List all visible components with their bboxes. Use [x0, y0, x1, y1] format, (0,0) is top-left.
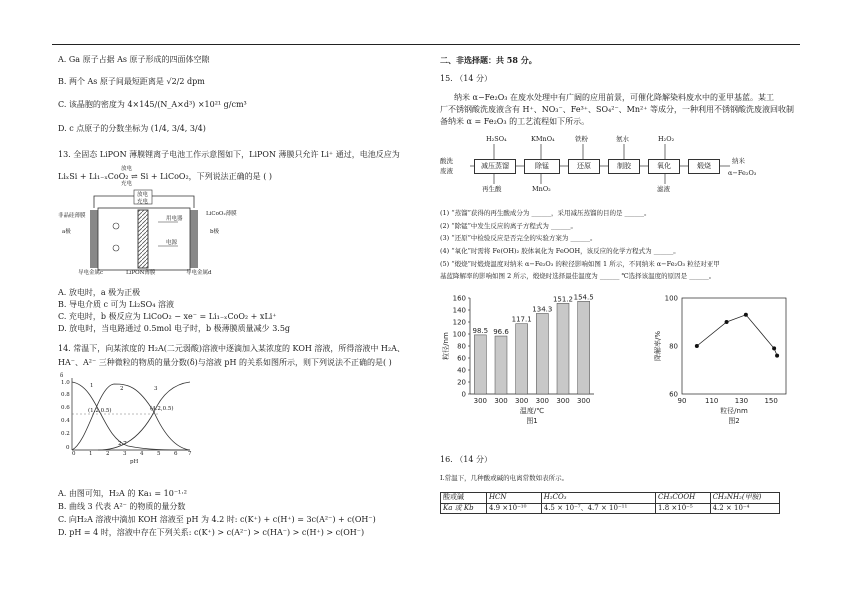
- value-cell: 1.8 ×10⁻⁵: [656, 503, 711, 514]
- q13-option-c: C. 充电时，b 极反应为 LiCoO₂ − xe⁻ = Li₁₋ₓCoO₂ + xLi⁺: [58, 312, 277, 321]
- q12-option-b: B. 两个 As 原子间最短距离是 √2/2 dpm: [58, 77, 205, 86]
- fig2-y-tick-label: 100: [664, 294, 678, 303]
- fig2-y-tick-label: 80: [669, 342, 678, 351]
- fig1-title: 图1: [526, 417, 538, 425]
- delta-y-tick-06: 0.6: [61, 405, 70, 411]
- point-label-27: 2.7: [118, 441, 127, 447]
- fig1-data-label: 98.5: [472, 326, 489, 335]
- value-cell: 4.9 ×10⁻¹⁰: [486, 503, 541, 514]
- delta-x-label: pH: [130, 459, 139, 465]
- row-label: Ka 或 Kb: [441, 503, 487, 514]
- battery-left-sub: a极: [62, 229, 71, 235]
- step-reduce: 还原: [568, 159, 600, 174]
- battery-switch-top: 放电: [137, 192, 149, 198]
- delta-y-tick-02: 0.2: [61, 431, 70, 437]
- battery-left-label: 非晶硅薄膜: [58, 213, 86, 219]
- q15-question-3: (3) “还原”中检验反应是否完全的实验方案为 ______。: [440, 234, 597, 242]
- delta-y-label: δ: [60, 373, 64, 379]
- q13-option-d: D. 放电时，当电路通过 0.5mol 电子时，b 极薄膜质量减少 3.5g: [58, 324, 291, 333]
- delta-x-tick-1: 1: [89, 451, 93, 457]
- q16-intro: Ⅰ.常温下，几种酸或碱的电离常数如表所示。: [440, 474, 569, 482]
- fig1-y-tick-label: 20: [457, 378, 466, 387]
- battery-switch-bottom: 充电: [137, 199, 149, 205]
- fig2-curve: [697, 315, 777, 356]
- delta-x-tick-7: 7: [188, 451, 192, 457]
- fig2-x-tick-label: 130: [734, 397, 749, 405]
- battery-power-label: 电源: [166, 240, 178, 246]
- point-label-12: (1.2,0.5): [88, 408, 112, 414]
- ion-marker-2: [113, 245, 119, 251]
- fig1-bar: [516, 324, 528, 394]
- fig1-data-label: 117.1: [511, 315, 532, 324]
- byproduct-filtrate: 滤液: [657, 185, 670, 193]
- reagent-ammonia: 氨水: [616, 135, 629, 143]
- delta-x-tick-4: 4: [140, 451, 144, 457]
- q14-option-a: A. 由图可知，H₂A 的 Ka₁ = 10⁻¹·²: [58, 489, 188, 498]
- ion-marker-1: [113, 223, 119, 229]
- fig1-data-label: 96.6: [493, 328, 509, 337]
- curve-3: [98, 382, 190, 450]
- battery-right-sub: b极: [210, 229, 220, 235]
- q14-stem-line2: HA⁻、A²⁻ 三种微粒的物质的量分数(δ)与溶液 pH 的关系如图所示，则下列说法不正确的是( ): [58, 358, 392, 367]
- delta-y-tick-10: 1.0: [61, 380, 70, 386]
- byproduct-mno2: MnO₂: [532, 185, 551, 193]
- membrane-label: LiPON薄膜: [126, 270, 156, 276]
- battery-load-label: 用电器: [166, 216, 183, 222]
- fig1-y-tick-label: 80: [457, 342, 466, 351]
- q13-option-a: A. 放电时，a 极为正极: [58, 288, 141, 297]
- step-gel: 制胶: [608, 159, 640, 174]
- delta-y-tick-08: 0.8: [61, 392, 70, 398]
- q13-option-b: B. 导电介质 c 可为 Li₂SO₄ 溶液: [58, 300, 174, 309]
- q13-stem-line2: LiₓSi + Li₁₋ₓCoO₂ ⇌ Si + LiCoO₂，下列说法正确的是 ( ): [58, 172, 273, 181]
- reagent-h2so4: H₂SO₄: [486, 135, 507, 143]
- delta-x-tick-3: 3: [123, 451, 127, 457]
- point-label-42: (4.2,0.5): [150, 406, 174, 412]
- fig1-y-tick-label: 160: [452, 294, 466, 303]
- fig1-ylabel: 粒径/nm: [442, 332, 450, 360]
- curve-label-3: 3: [154, 386, 158, 392]
- fig1-xlabel: 温度/℃: [519, 407, 545, 415]
- fig2-x-tick-label: 90: [677, 397, 687, 405]
- fig1-y-tick-label: 140: [452, 306, 466, 315]
- fig2-point: [772, 346, 776, 350]
- table-row: [441, 503, 780, 514]
- fig2-scatter-chart: [650, 290, 800, 432]
- fig1-y-tick-label: 0: [461, 390, 466, 399]
- q14-stem-line1: 14. 常温下，向某浓度的 H₂A(二元弱酸)溶液中逐滴加入某浓度的 KOH 溶液，所得溶液中 H₂A、: [58, 344, 405, 353]
- fig1-x-tick-label: 300: [535, 397, 550, 405]
- header-cell: HCN: [486, 493, 541, 504]
- q15-intro-line2: 厂不锈钢酸洗废液含有 H⁺、NO₃⁻、Fe³⁺、SO₄²⁻、Mn²⁺ 等成分，一种利用不锈钢酸洗废液回收制: [440, 105, 794, 114]
- q14-option-d: D. pH = 4 时，溶液中存在下列关系: c(K⁺) > c(A²⁻) > c(HA⁻) > c(H⁺) > c(OH⁻): [58, 528, 365, 537]
- byproduct-regen-acid: 再生酸: [482, 185, 502, 193]
- fig1-x-tick-label: 300: [556, 397, 570, 405]
- product-line1: 纳米: [732, 157, 745, 165]
- top-rule: [52, 44, 800, 45]
- q15-question-5a: (5) “煅烧”时煅烧温度对纳米 α−Fe₂O₃ 的粒径影响如图 1 所示，不同纳米 α−Fe₂O₃ 粒径对亚甲: [440, 260, 720, 268]
- header-cell: 酸或碱: [441, 493, 487, 504]
- delta-x-tick-2: 2: [106, 451, 110, 457]
- q15-question-5b: 基蓝降解率的影响如图 2 所示，煅烧时选择最佳温度为 ______ ℃选择该温度的原因是 ______。: [440, 272, 716, 280]
- delta-x-tick-0: 0: [72, 451, 76, 457]
- battery-right-label: LiCoO₂薄膜: [206, 211, 237, 217]
- fig2-point: [695, 344, 699, 348]
- delta-y-tick-04: 0.4: [61, 418, 70, 424]
- fig2-point: [725, 320, 729, 324]
- fig1-bar-chart: [440, 290, 600, 432]
- q12-option-d: D. c 点原子的分数坐标为 (1/4, 3/4, 3/4): [58, 124, 206, 133]
- collector-c-label: 导电金属c: [78, 270, 104, 276]
- reagent-h2o2: H₂O₂: [658, 135, 675, 143]
- q15-question-4: (4) “氧化”时需将 Fe(OH)₂ 胶体氧化为 FeOOH，该反应的化学方程式为 ______。: [440, 247, 680, 255]
- fig1-x-tick-label: 300: [576, 397, 591, 405]
- fig1-x-tick-label: 300: [494, 397, 508, 405]
- fig1-bar: [536, 313, 548, 394]
- fig2-xlabel: 粒径/nm: [720, 407, 748, 415]
- table-header-row: [441, 493, 780, 504]
- electrode-b-plate: [190, 210, 198, 268]
- q12-option-c: C. 该晶胞的密度为 4×145/(N_A×d³) ×10²¹ g/cm³: [58, 100, 247, 109]
- fig2-point: [744, 313, 748, 317]
- fig1-data-label: 134.3: [532, 305, 553, 314]
- curve-label-2: 2: [120, 386, 124, 392]
- q14-option-b: B. 曲线 3 代表 A²⁻ 的物质的量分数: [58, 502, 186, 511]
- fig1-bar: [474, 335, 486, 394]
- header-cell: CH₃NH₂(甲胺): [710, 493, 779, 504]
- fig1-x-tick-label: 300: [514, 397, 529, 405]
- fig1-bar: [578, 301, 590, 394]
- flow-start-1: 酸洗: [440, 157, 453, 165]
- fig2-point: [775, 354, 779, 358]
- fig2-x-tick-label: 150: [764, 397, 778, 405]
- fig1-y-tick-label: 100: [452, 330, 466, 339]
- q13-stem-line1: 13. 全固态 LiPON 薄膜锂离子电池工作示意图如下，LiPON 薄膜只允许 Li⁺ 通过，电池反应为: [58, 150, 400, 159]
- q15-intro-line3: 备纳米 α = Fe₂O₃ 的工艺流程如下所示。: [440, 117, 590, 126]
- delta-y-tick-0: 0: [66, 445, 70, 451]
- delta-ph-chart: [58, 372, 208, 470]
- q15-intro-line1: 纳米 α−Fe₂O₃ 在废水处理中有广阔的应用前景，可催化降解染料废水中的亚甲基蓝。某工: [454, 93, 775, 102]
- fig1-bar: [557, 303, 569, 394]
- reagent-kmno4: KMnO₄: [531, 135, 555, 143]
- fig1-data-label: 151.2: [552, 295, 574, 304]
- fig2-title: 图2: [728, 417, 740, 425]
- fig2-ylabel: 降解率/%: [654, 330, 662, 362]
- header-cell: CH₃COOH: [656, 493, 711, 504]
- fig1-y-tick-label: 60: [457, 354, 466, 363]
- fig1-y-tick-label: 40: [457, 366, 466, 375]
- fig1-x-tick-label: 300: [473, 397, 488, 405]
- q15-head: 15. （14 分）: [440, 74, 492, 83]
- q14-option-c: C. 向H₂A 溶液中滴加 KOH 溶液至 pH 为 4.2 时: c(K⁺) + c(H⁺) = 3c(A²⁻) + c(OH⁻): [58, 515, 376, 524]
- fig1-y-tick-label: 120: [452, 318, 466, 327]
- electrode-a-plate: [90, 210, 98, 268]
- lipon-membrane: [138, 210, 148, 268]
- step-calcine: 煅烧: [688, 159, 720, 174]
- header-cell: H₂CO₃: [541, 493, 655, 504]
- fig1-data-label: 154.5: [573, 293, 594, 302]
- fig1-bar: [495, 336, 507, 394]
- value-cell: 4.2 × 10⁻⁴: [710, 503, 779, 514]
- step-oxidize: 氧化: [648, 159, 680, 174]
- constants-table: [440, 492, 780, 514]
- q13-reaction-charge: 充电: [121, 181, 133, 187]
- q15-question-2: (2) “除锰”中发生反应的离子方程式为 ______。: [440, 222, 577, 230]
- q16-head: 16. （14 分）: [440, 455, 492, 464]
- curve-label-1: 1: [90, 383, 94, 389]
- delta-x-tick-5: 5: [157, 451, 161, 457]
- step-demanganese: 除锰: [524, 159, 560, 174]
- flow-start-2: 废液: [440, 167, 453, 175]
- product-line2: α−Fe₂O₃: [728, 169, 757, 177]
- fig2-y-tick-label: 60: [669, 390, 678, 399]
- section-title: 二、非选择题：共 58 分。: [440, 55, 537, 65]
- reagent-iron: 铁粉: [575, 135, 588, 143]
- value-cell: 4.5 × 10⁻⁷、4.7 × 10⁻¹¹: [541, 503, 655, 514]
- q15-question-1: (1) “蒸馏”获得的再生酸成分为 ______，采用减压蒸馏的目的是 ______。: [440, 209, 651, 217]
- q13-reaction-discharge: 放电: [121, 166, 133, 172]
- fig2-x-tick-label: 110: [705, 397, 719, 405]
- delta-x-tick-6: 6: [174, 451, 178, 457]
- q12-option-a: A. Ga 原子占据 As 原子形成的四面体空隙: [58, 55, 210, 64]
- step-distill: 减压蒸馏: [474, 159, 516, 174]
- collector-d-label: 导电金属d: [186, 270, 212, 276]
